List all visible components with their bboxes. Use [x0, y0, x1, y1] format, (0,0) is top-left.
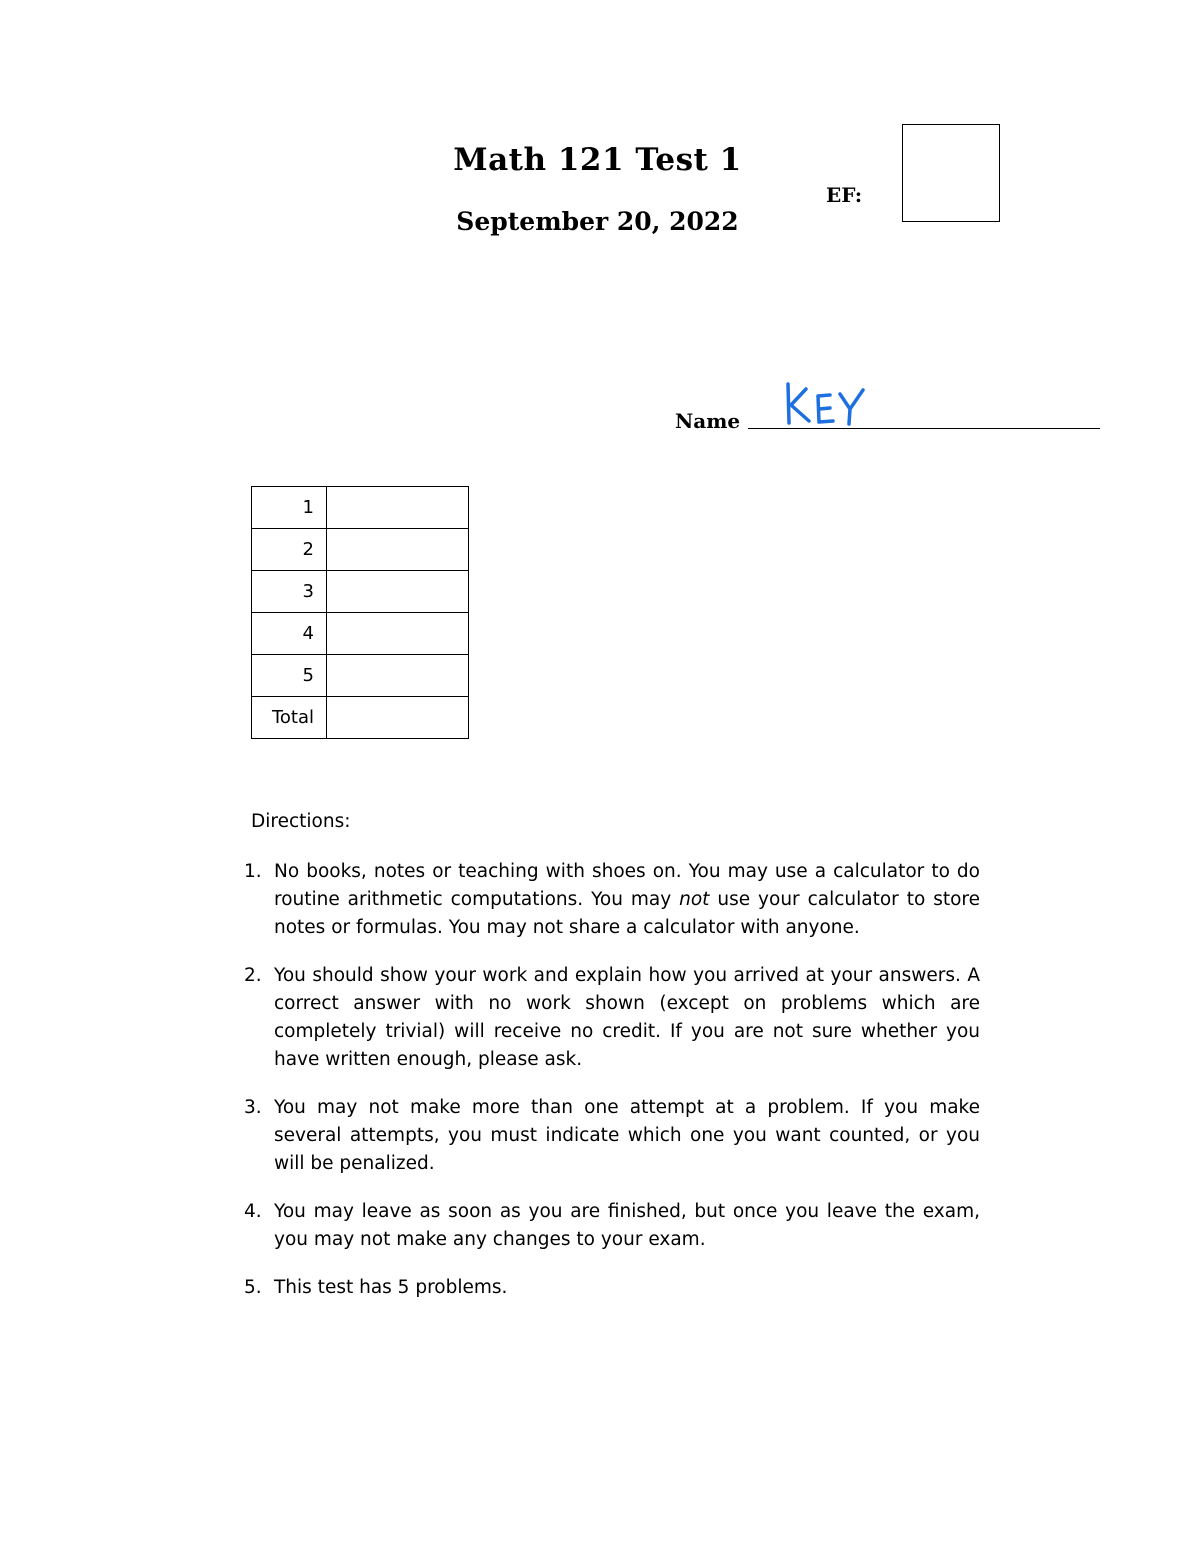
- score-cell: [327, 655, 469, 697]
- item-text: use your calculator to store notes or formulas. You may not share a calculator with anyone.: [274, 889, 980, 938]
- ef-label: EF:: [826, 183, 863, 207]
- directions-list: [244, 858, 980, 1322]
- item-emphasis: not: [679, 889, 710, 910]
- score-cell: [327, 571, 469, 613]
- score-row: [252, 655, 469, 697]
- name-label: Name: [675, 409, 741, 433]
- item-number: 1.: [244, 861, 262, 882]
- score-row-label: 2: [252, 529, 327, 571]
- score-row-label: Total: [252, 697, 327, 739]
- directions-item: [244, 858, 980, 942]
- score-cell: [327, 487, 469, 529]
- directions-item: [244, 1094, 980, 1178]
- directions-item: [244, 1198, 980, 1254]
- item-text: You should show your work and explain how you arrived at your answers. A correct answer with no work shown (except on problems which are completely trivial) will receive no credit. If you are not sure whether you have written enough, please ask.: [274, 965, 980, 1070]
- name-line: [748, 428, 1100, 429]
- score-row: [252, 487, 469, 529]
- page-title: Math 121 Test 1: [453, 142, 742, 178]
- score-row-total: [252, 697, 469, 739]
- ef-box: [902, 124, 1000, 222]
- item-number: 3.: [244, 1097, 262, 1118]
- score-cell: [327, 697, 469, 739]
- item-number: 5.: [244, 1277, 262, 1298]
- item-text: You may leave as soon as you are finished, but once you leave the exam, you may not make any changes to your exam.: [274, 1201, 980, 1250]
- directions-item: [244, 962, 980, 1074]
- directions-item: [244, 1274, 980, 1302]
- item-text: No books, notes or teaching with shoes on. You may use a calculator to do routine arithmetic computations. You may: [274, 861, 980, 910]
- score-cell: [327, 613, 469, 655]
- score-row: [252, 571, 469, 613]
- directions-heading: Directions:: [251, 811, 351, 832]
- item-number: 2.: [244, 965, 262, 986]
- score-row-label: 3: [252, 571, 327, 613]
- handwritten-key-signature: [782, 381, 872, 427]
- item-number: 4.: [244, 1201, 262, 1222]
- score-row: [252, 613, 469, 655]
- test-date: September 20, 2022: [456, 207, 739, 236]
- score-cell: [327, 529, 469, 571]
- score-row-label: 4: [252, 613, 327, 655]
- score-row-label: 5: [252, 655, 327, 697]
- score-row-label: 1: [252, 487, 327, 529]
- item-text: This test has 5 problems.: [274, 1277, 508, 1298]
- item-text: You may not make more than one attempt at a problem. If you make several attempts, you must indicate which one you want counted, or you will be penalized.: [274, 1097, 980, 1174]
- score-table: [251, 486, 469, 739]
- score-row: [252, 529, 469, 571]
